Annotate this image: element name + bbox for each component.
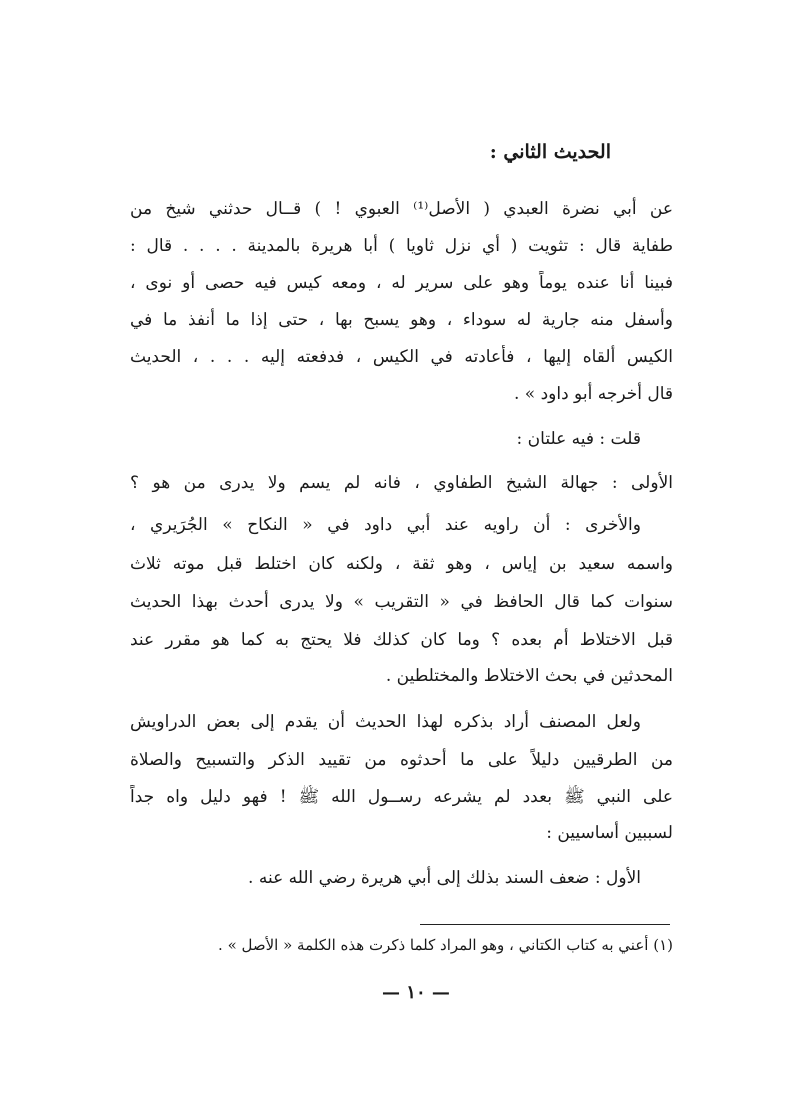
paragraph1-line: وأسفل منه جارية له سوداء ، وهو يسبح بها ، حتى إذا ما أنفذ ما في: [130, 310, 673, 330]
second-defect-line: واسمه سعيد بن إياس ، وهو ثقة ، ولكنه كان اختلط قبل موته ثلاث: [130, 554, 673, 574]
paragraph3-line: على النبي ﷺ بعدد لم يشرعه رســول الله ﷺ ! فهو دليل واه جداً: [130, 787, 673, 807]
paragraph1-line: طفاية قال : تثويت ( أي نزل ثاويا ) أبا هريرة بالمدينة . . . . قال :: [130, 236, 673, 256]
paragraph3-line: من الطرقيين دليلاً على ما أحدثوه من تقييد الذكر والتسبيح والصلاة: [130, 750, 673, 770]
paragraph1-line: قال أخرجه أبو داود » .: [513, 384, 673, 404]
hadith-heading: الحديث الثاني :: [489, 141, 611, 163]
second-defect-line: المحدثين في بحث الاختلاط والمختلطين .: [385, 666, 673, 686]
page-number: — ١٠ —: [382, 982, 450, 1003]
footnote-divider: [420, 924, 670, 925]
paragraph1-line: عن أبي نضرة العبدي ( الأصل⁽¹⁾ العبوي ! ) قــال حدثني شيخ من: [130, 199, 673, 219]
first-defect: الأولى : جهالة الشيخ الطفاوي ، فانه لم يسم ولا يدرى من هو ؟: [130, 473, 673, 493]
second-defect-line: سنوات كما قال الحافظ في « التقريب » ولا يدرى أحدث بهذا الحديث: [130, 592, 673, 612]
paragraph3-line: لسببين أساسيين :: [546, 823, 673, 843]
footnote: (١) أعني به كتاب الكتاني ، وهو المراد كلما ذكرت هذه الكلمة « الأصل » .: [218, 936, 673, 954]
first-reason: الأول : ضعف السند بذلك إلى أبي هريرة رضي الله عنه .: [248, 868, 641, 888]
note-intro: قلت : فيه علتان :: [516, 429, 641, 449]
paragraph1-line: فبينا أنا عنده يوماً وهو على سرير له ، ومعه كيس فيه حصى أو نوى ،: [130, 273, 673, 293]
paragraph3-line: ولعل المصنف أراد بذكره لهذا الحديث أن يقدم إلى بعض الدراويش: [130, 712, 641, 732]
second-defect-line: قبل الاختلاط أم بعده ؟ وما كان كذلك فلا يحتج به كما هو مقرر عند: [130, 630, 673, 650]
second-defect-line: والأخرى : أن راويه عند أبي داود في « النكاح » الجُرَيري ،: [130, 515, 641, 535]
paragraph1-line: الكيس ألقاه إليها ، فأعادته في الكيس ، فدفعته إليه . . . ، الحديث: [130, 347, 673, 367]
